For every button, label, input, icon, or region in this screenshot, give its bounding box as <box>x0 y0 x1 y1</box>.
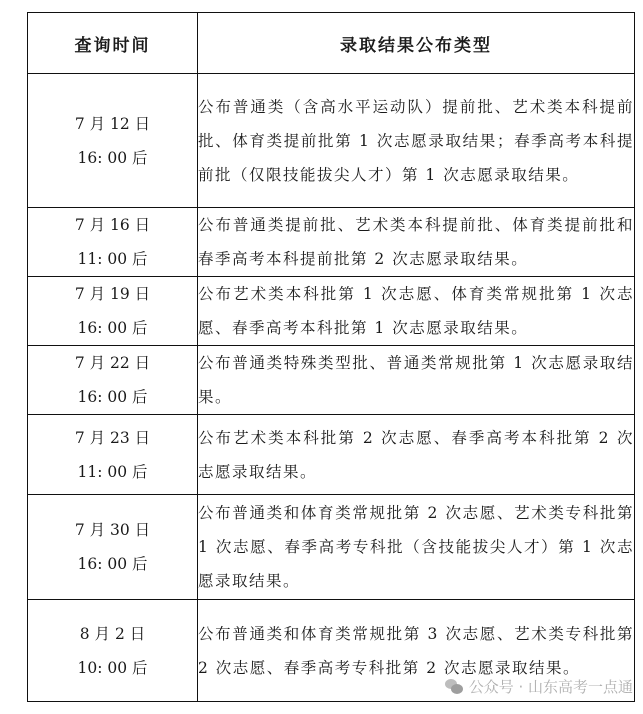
query-time-cell <box>28 208 198 277</box>
query-date: 7 月 19 日 <box>74 285 151 303</box>
watermark <box>445 676 633 697</box>
query-time-cell <box>28 346 198 415</box>
result-type-cell: 公布艺术类本科批第 2 次志愿、春季高考本科批第 2 次志愿录取结果。 <box>198 415 635 495</box>
header-query-time: 查询时间 <box>28 13 198 74</box>
query-date: 7 月 23 日 <box>74 428 151 447</box>
result-type-cell: 公布普通类特殊类型批、普通类常规批第 1 次志愿录取结果。 <box>198 346 635 415</box>
watermark-text: 公众号 · 山东高考一点通 <box>468 678 633 696</box>
query-time-cell <box>28 277 198 346</box>
table-row <box>28 346 635 415</box>
table-row <box>28 277 635 346</box>
query-date: 7 月 30 日 <box>74 521 151 539</box>
header-result-type: 录取结果公布类型 <box>198 13 635 74</box>
table-row <box>28 495 635 600</box>
result-type-cell: 公布普通类提前批、艺术类本科提前批、体育类提前批和春季高考本科提前批第 2 次志愿录取结果。 <box>198 208 635 277</box>
query-hour: 11: 00 后 <box>77 462 148 481</box>
table-row <box>28 208 635 277</box>
result-type-cell: 公布普通类和体育类常规批第 3 次志愿、艺术类专科批第 2 次志愿、春季高考专科批第 2 次志愿录取结果。 <box>198 600 635 702</box>
query-hour: 16: 00 后 <box>77 319 148 337</box>
wechat-icon <box>445 679 465 695</box>
query-time-cell <box>28 74 198 208</box>
query-time-cell <box>28 600 198 702</box>
query-hour: 16: 00 后 <box>77 148 148 167</box>
query-time-cell <box>28 415 198 495</box>
query-date: 7 月 16 日 <box>74 216 151 234</box>
table-row <box>28 74 635 208</box>
result-type-cell: 公布普通类和体育类常规批第 2 次志愿、艺术类专科批第 1 次志愿、春季高考专科批（含技能拔尖人才）第 1 次志愿录取结果。 <box>198 495 635 600</box>
table-row <box>28 415 635 495</box>
query-hour: 16: 00 后 <box>77 388 148 406</box>
query-date: 7 月 12 日 <box>74 114 151 133</box>
query-date: 8 月 2 日 <box>79 624 146 643</box>
table-header-row <box>28 13 635 74</box>
admission-results-schedule-table <box>27 12 635 702</box>
query-hour: 10: 00 后 <box>77 658 148 677</box>
result-type-cell: 公布艺术类本科批第 1 次志愿、体育类常规批第 1 次志愿、春季高考本科批第 1 次志愿录取结果。 <box>198 277 635 346</box>
query-time-cell <box>28 495 198 600</box>
result-type-cell: 公布普通类（含高水平运动队）提前批、艺术类本科提前批、体育类提前批第 1 次志愿录取结果；春季高考本科提前批（仅限技能拔尖人才）第 1 次志愿录取结果。 <box>198 74 635 208</box>
query-hour: 11: 00 后 <box>77 250 148 268</box>
query-hour: 16: 00 后 <box>77 555 148 573</box>
query-date: 7 月 22 日 <box>74 354 151 372</box>
